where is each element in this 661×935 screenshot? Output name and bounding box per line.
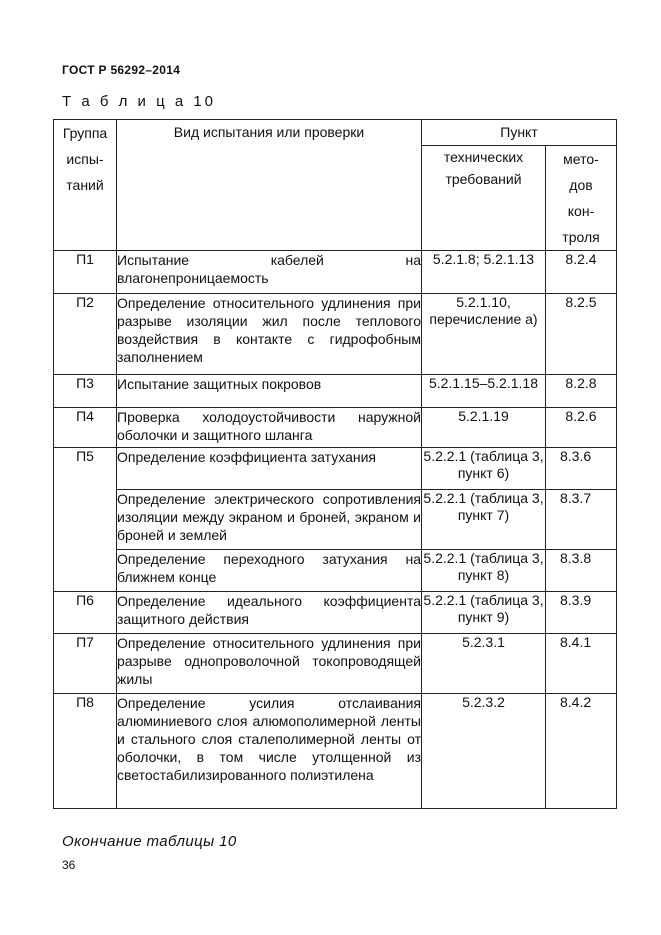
header-punkt: Пункт [422, 120, 617, 146]
kind-cell: Определение идеального коэффициента защитного действия [117, 592, 422, 634]
method-cell: 8.3.6 [546, 448, 617, 490]
tests-table [53, 119, 617, 809]
kind-cell: Определение усилия отслаивания алюминиевого слоя алюмополимерной ленты и стального слоя сталеполимерной ленты от оболочки, в том числе утолщенной из светостабилизированного полиэтилена [117, 694, 422, 809]
group-cell: П2 [54, 294, 117, 375]
tech-cell: 5.2.3.2 [422, 694, 546, 809]
kind-cell: Определение коэффициента затухания [117, 448, 422, 490]
header-group: Группа испы-таний [54, 120, 117, 251]
header-kind: Вид испытания или проверки [117, 120, 422, 251]
method-cell: 8.3.9 [546, 592, 617, 634]
method-cell: 8.3.8 [546, 550, 617, 592]
table-row [54, 490, 617, 550]
group-cell: П7 [54, 634, 117, 694]
page-number: 36 [62, 858, 76, 872]
table-row [54, 294, 617, 375]
table-row [54, 408, 617, 448]
tech-cell: 5.2.2.1 (таблица 3, пункт 9) [422, 592, 546, 634]
tech-cell: 5.2.1.10, перечисление а) [422, 294, 546, 375]
method-cell: 8.2.5 [546, 294, 617, 375]
table-continuation-caption: Окончание таблицы 10 [62, 833, 237, 850]
tech-cell: 5.2.3.1 [422, 634, 546, 694]
group-cell: П8 [54, 694, 117, 809]
table-row [54, 592, 617, 634]
group-cell: П4 [54, 408, 117, 448]
tech-cell: 5.2.1.19 [422, 408, 546, 448]
table-title: Т а б л и ц а 10 [62, 93, 217, 110]
header-tech: технических требований [422, 146, 546, 251]
tech-cell: 5.2.1.15–5.2.1.18 [422, 375, 546, 408]
kind-cell: Определение переходного затухания на ближнем конце [117, 550, 422, 592]
table-row [54, 550, 617, 592]
table-row [54, 375, 617, 408]
tech-cell: 5.2.1.8; 5.2.1.13 [422, 251, 546, 294]
kind-cell: Испытание защитных покровов [117, 375, 422, 408]
header-method: мето-дов кон-троля [546, 146, 617, 251]
kind-cell: Проверка холодоустойчивости наружной оболочки и защитного шланга [117, 408, 422, 448]
group-cell: П1 [54, 251, 117, 294]
kind-cell: Определение электрического сопротивления изоляции между экраном и броней, экраном и броней и землей [117, 490, 422, 550]
method-cell: 8.4.1 [546, 634, 617, 694]
tech-cell: 5.2.2.1 (таблица 3, пункт 8) [422, 550, 546, 592]
table-row [54, 448, 617, 490]
group-cell: П5 [54, 448, 117, 592]
method-cell: 8.4.2 [546, 694, 617, 809]
tech-cell: 5.2.2.1 (таблица 3, пункт 7) [422, 490, 546, 550]
method-cell: 8.2.6 [546, 408, 617, 448]
table-row [54, 694, 617, 809]
table-row [54, 251, 617, 294]
method-cell: 8.2.8 [546, 375, 617, 408]
kind-cell: Определение относительного удлинения при разрыве однопроволочной токопроводящей жилы [117, 634, 422, 694]
group-cell: П6 [54, 592, 117, 634]
tech-cell: 5.2.2.1 (таблица 3, пункт 6) [422, 448, 546, 490]
table-row [54, 634, 617, 694]
method-cell: 8.3.7 [546, 490, 617, 550]
kind-cell: Испытание кабелей на влагонепроницаемость [117, 251, 422, 294]
group-cell: П3 [54, 375, 117, 408]
method-cell: 8.2.4 [546, 251, 617, 294]
standard-code: ГОСТ Р 56292–2014 [62, 63, 181, 77]
kind-cell: Определение относительного удлинения при разрыве изоляции жил после теплового воздействия в контакте с гидрофобным заполнением [117, 294, 422, 375]
